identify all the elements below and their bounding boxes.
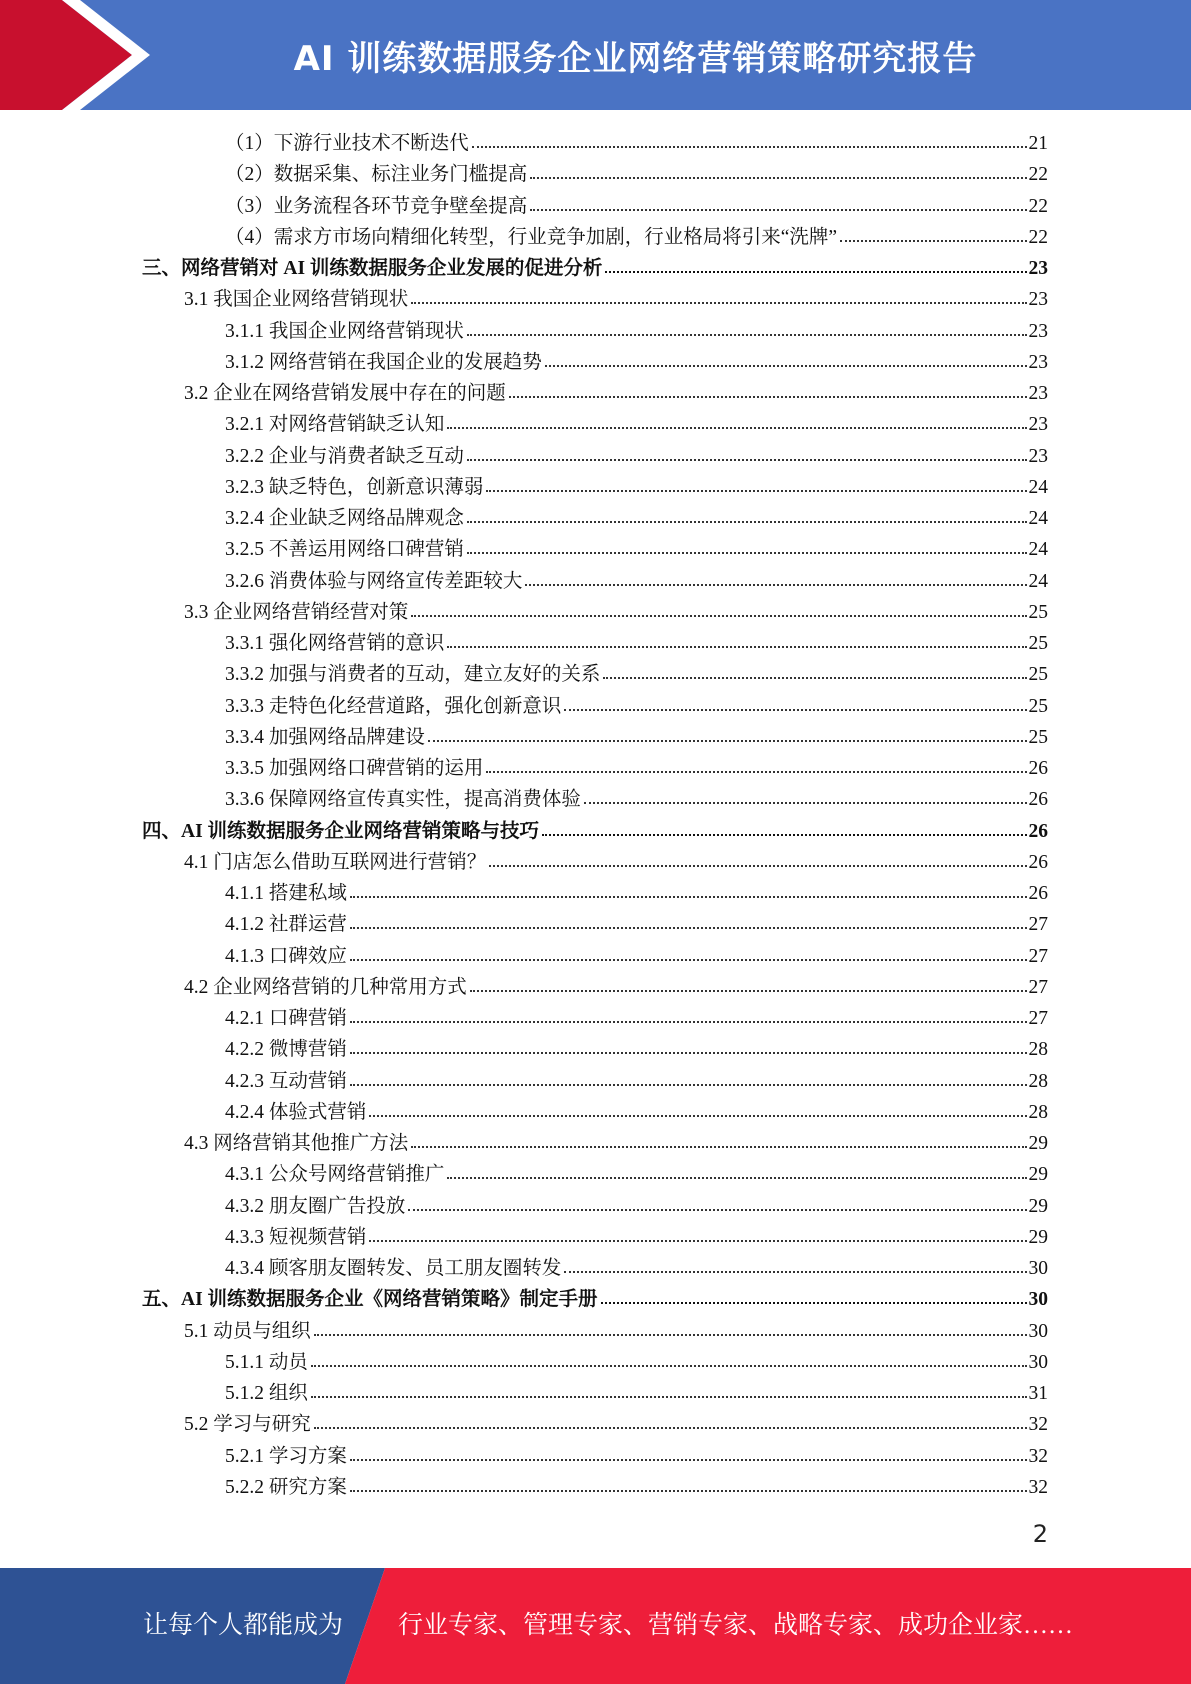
toc-entry-label: 3.1 我国企业网络营销现状 [184, 289, 409, 311]
toc-dot-leader [411, 1146, 1026, 1148]
toc-entry[interactable] [0, 284, 1191, 315]
toc-dot-leader [350, 1084, 1027, 1086]
toc-entry-label: 3.3.6 保障网络宣传真实性，提高消费体验 [225, 789, 581, 811]
toc-dot-leader [486, 490, 1026, 492]
toc-dot-leader [542, 834, 1026, 836]
toc-entry-page: 24 [1028, 508, 1048, 529]
toc-entry-label: 4.2.3 互动营销 [225, 1070, 347, 1092]
toc-entry-page: 25 [1028, 726, 1048, 748]
toc-entry-label: 4.1.2 社群运营 [225, 914, 347, 936]
toc-entry-label: 4.3.2 朋友圈广告投放 [225, 1195, 406, 1217]
toc-entry-page: 25 [1028, 664, 1048, 686]
toc-dot-leader [545, 365, 1027, 367]
toc-entry-page: 22 [1028, 164, 1048, 186]
toc-entry-label: 3.2.1 对网络营销缺乏认知 [225, 414, 445, 436]
toc-entry[interactable] [0, 378, 1191, 409]
toc-entry-page: 26 [1028, 758, 1048, 779]
toc-entry[interactable] [0, 316, 1191, 347]
toc-dot-leader [467, 334, 1027, 336]
report-title: AI 训练数据服务企业网络营销策略研究报告 [293, 38, 978, 79]
toc-entry-page: 29 [1028, 1226, 1048, 1248]
toc-entry[interactable] [0, 1159, 1191, 1190]
table-of-contents [0, 128, 1191, 1503]
toc-entry-label: 3.2 企业在网络营销发展中存在的问题 [184, 383, 506, 404]
toc-entry-page: 30 [1028, 1258, 1048, 1279]
toc-entry-label: （3）业务流程各环节竞争壁垒提高 [225, 195, 528, 217]
toc-dot-leader [350, 1052, 1027, 1054]
toc-entry-label: 三、网络营销对 AI 训练数据服务企业发展的促进分析 [142, 258, 603, 279]
toc-entry[interactable] [0, 1003, 1191, 1034]
toc-dot-leader [584, 802, 1027, 804]
toc-entry-label: （4）需求方市场向精细化转型，行业竞争加剧，行业格局将引来“洗牌” [225, 226, 838, 248]
toc-entry[interactable] [0, 972, 1191, 1003]
toc-entry-label: 3.1.2 网络营销在我国企业的发展趋势 [225, 351, 542, 373]
toc-entry[interactable] [0, 722, 1191, 753]
toc-dot-leader [311, 1396, 1027, 1398]
page-header [0, 0, 1191, 110]
toc-entry-page: 29 [1028, 1164, 1048, 1186]
toc-entry[interactable] [0, 597, 1191, 628]
toc-dot-leader [530, 209, 1026, 211]
toc-entry[interactable] [0, 1284, 1191, 1315]
toc-entry-page: 21 [1028, 133, 1048, 154]
toc-entry-label: 4.3 网络营销其他推广方法 [184, 1133, 409, 1154]
toc-entry-page: 25 [1028, 633, 1048, 654]
toc-dot-leader [428, 740, 1027, 742]
toc-entry[interactable] [0, 1472, 1191, 1503]
toc-dot-leader [350, 1490, 1027, 1492]
toc-entry[interactable] [0, 1378, 1191, 1409]
toc-dot-leader [605, 271, 1026, 273]
toc-entry-page: 32 [1028, 1445, 1048, 1467]
toc-dot-leader [564, 1271, 1026, 1273]
toc-entry-label: 4.3.1 公众号网络营销推广 [225, 1164, 445, 1186]
toc-dot-leader [350, 927, 1027, 929]
toc-entry-page: 27 [1028, 1008, 1048, 1029]
toc-entry-label: 4.2.4 体验式营销 [225, 1101, 367, 1123]
toc-entry-label: 3.3.1 强化网络营销的意识 [225, 633, 445, 654]
header-arrow-logo [0, 0, 150, 110]
toc-entry-page: 25 [1028, 695, 1048, 717]
toc-entry-label: 3.3.3 走特色化经营道路，强化创新意识 [225, 695, 562, 717]
toc-entry-page: 31 [1028, 1383, 1048, 1404]
toc-entry-label: 4.3.4 顾客朋友圈转发、员工朋友圈转发 [225, 1258, 562, 1279]
toc-dot-leader [350, 1459, 1027, 1461]
toc-entry[interactable] [0, 1128, 1191, 1159]
toc-entry[interactable] [0, 659, 1191, 690]
toc-entry-page: 25 [1028, 601, 1048, 623]
toc-entry-label: 3.3.4 加强网络品牌建设 [225, 726, 425, 748]
toc-entry-page: 22 [1028, 195, 1048, 217]
toc-entry-page: 22 [1028, 226, 1048, 248]
toc-entry-label: 5.2 学习与研究 [184, 1414, 311, 1436]
toc-entry-label: 4.1.1 搭建私域 [225, 883, 347, 904]
toc-entry-page: 30 [1028, 1320, 1048, 1342]
toc-entry-label: 4.2.2 微博营销 [225, 1039, 347, 1061]
toc-dot-leader [447, 646, 1026, 648]
toc-entry-label: （1）下游行业技术不断迭代 [225, 133, 469, 154]
toc-entry-label: 4.2.1 口碑营销 [225, 1008, 347, 1029]
toc-entry[interactable] [0, 816, 1191, 847]
toc-entry-page: 24 [1028, 570, 1048, 592]
toc-entry[interactable] [0, 847, 1191, 878]
toc-dot-leader [350, 959, 1027, 961]
toc-dot-leader [564, 709, 1026, 711]
toc-entry-label: 3.1.1 我国企业网络营销现状 [225, 320, 464, 342]
footer-slogan-right: 行业专家、管理专家、营销专家、战略专家、成功企业家…… [398, 1612, 1074, 1639]
toc-dot-leader [314, 1427, 1027, 1429]
toc-dot-leader [369, 1115, 1026, 1117]
toc-entry[interactable] [0, 128, 1191, 159]
toc-entry-page: 28 [1028, 1101, 1048, 1123]
toc-dot-leader [447, 427, 1026, 429]
toc-entry[interactable] [0, 691, 1191, 722]
toc-entry-page: 27 [1028, 976, 1048, 998]
toc-entry-label: 3.2.6 消费体验与网络宣传差距较大 [225, 570, 523, 592]
toc-dot-leader [467, 521, 1027, 523]
toc-entry[interactable] [0, 1066, 1191, 1097]
toc-entry[interactable] [0, 441, 1191, 472]
toc-entry-label: 3.3.5 加强网络口碑营销的运用 [225, 758, 484, 779]
toc-entry[interactable] [0, 878, 1191, 909]
toc-entry-label: 3.2.4 企业缺乏网络品牌观念 [225, 508, 464, 529]
toc-entry-page: 23 [1028, 383, 1048, 404]
toc-entry-page: 29 [1028, 1133, 1048, 1154]
toc-entry[interactable] [0, 472, 1191, 503]
toc-entry[interactable] [0, 191, 1191, 222]
toc-entry-page: 26 [1028, 883, 1048, 904]
toc-dot-leader [530, 177, 1026, 179]
toc-entry-page: 24 [1028, 476, 1048, 498]
toc-entry[interactable] [0, 1409, 1191, 1440]
toc-dot-leader [467, 552, 1027, 554]
toc-dot-leader [350, 1021, 1027, 1023]
toc-entry-page: 26 [1028, 851, 1048, 873]
toc-entry-label: 4.3.3 短视频营销 [225, 1226, 367, 1248]
toc-entry-label: 3.2.5 不善运用网络口碑营销 [225, 539, 464, 561]
toc-entry-page: 29 [1028, 1195, 1048, 1217]
toc-entry-label: （2）数据采集、标注业务门槛提高 [225, 164, 528, 186]
toc-entry[interactable] [0, 784, 1191, 815]
toc-entry-label: 5.1 动员与组织 [184, 1320, 311, 1342]
toc-dot-leader [350, 896, 1027, 898]
toc-entry-label: 5.1.1 动员 [225, 1351, 308, 1373]
page-number: 2 [1032, 1520, 1048, 1548]
toc-dot-leader [509, 396, 1027, 398]
toc-dot-leader [314, 1334, 1027, 1336]
toc-dot-leader [525, 584, 1026, 586]
toc-entry[interactable] [0, 566, 1191, 597]
toc-dot-leader [369, 1240, 1026, 1242]
toc-dot-leader [489, 865, 1026, 867]
toc-dot-leader [408, 1209, 1026, 1211]
toc-entry[interactable] [0, 409, 1191, 440]
toc-entry-page: 30 [1028, 1351, 1048, 1373]
toc-entry-label: 5.2.1 学习方案 [225, 1445, 347, 1467]
toc-dot-leader [411, 302, 1026, 304]
toc-entry-label: 3.3.2 加强与消费者的互动，建立友好的关系 [225, 664, 601, 686]
toc-entry-label: 3.3 企业网络营销经营对策 [184, 601, 409, 623]
footer-slogan-left: 让每个人都能成为 [143, 1612, 344, 1639]
toc-entry[interactable] [0, 753, 1191, 784]
toc-entry-label: 4.1.3 口碑效应 [225, 945, 347, 967]
toc-entry[interactable] [0, 1316, 1191, 1347]
toc-entry[interactable] [0, 909, 1191, 940]
toc-entry-label: 3.2.3 缺乏特色，创新意识薄弱 [225, 476, 484, 498]
toc-entry[interactable] [0, 159, 1191, 190]
toc-entry[interactable] [0, 1034, 1191, 1065]
toc-entry-label: 五、AI 训练数据服务企业《网络营销策略》制定手册 [142, 1289, 598, 1311]
toc-entry[interactable] [0, 628, 1191, 659]
toc-entry-label: 3.2.2 企业与消费者缺乏互动 [225, 445, 464, 467]
toc-entry-page: 32 [1028, 1476, 1048, 1498]
toc-entry[interactable] [0, 1191, 1191, 1222]
toc-entry[interactable] [0, 941, 1191, 972]
toc-entry-label: 4.1 门店怎么借助互联网进行营销？ [184, 851, 487, 873]
toc-dot-leader [486, 771, 1026, 773]
toc-entry[interactable] [0, 1441, 1191, 1472]
toc-entry-page: 27 [1028, 914, 1048, 936]
toc-dot-leader [840, 240, 1026, 242]
toc-dot-leader [411, 615, 1026, 617]
toc-entry-label: 5.2.2 研究方案 [225, 1476, 347, 1498]
toc-dot-leader [472, 146, 1027, 148]
toc-dot-leader [470, 990, 1027, 992]
toc-entry[interactable] [0, 1253, 1191, 1284]
toc-entry-page: 32 [1028, 1414, 1048, 1436]
toc-entry-page: 23 [1028, 351, 1048, 373]
toc-entry-label: 5.1.2 组织 [225, 1383, 308, 1404]
toc-entry-page: 28 [1028, 1070, 1048, 1092]
toc-entry[interactable] [0, 1097, 1191, 1128]
toc-entry-page: 26 [1028, 820, 1048, 842]
toc-entry[interactable] [0, 1347, 1191, 1378]
toc-entry[interactable] [0, 534, 1191, 565]
toc-entry-page: 23 [1028, 414, 1048, 436]
toc-entry-page: 23 [1028, 445, 1048, 467]
toc-entry[interactable] [0, 222, 1191, 253]
toc-entry-page: 27 [1028, 945, 1048, 967]
toc-entry-page: 28 [1028, 1039, 1048, 1061]
toc-entry-page: 24 [1028, 539, 1048, 561]
toc-entry[interactable] [0, 253, 1191, 284]
toc-dot-leader [603, 677, 1026, 679]
toc-entry-label: 4.2 企业网络营销的几种常用方式 [184, 976, 467, 998]
toc-entry-page: 23 [1028, 320, 1048, 342]
toc-entry[interactable] [0, 503, 1191, 534]
toc-entry[interactable] [0, 347, 1191, 378]
toc-dot-leader [601, 1302, 1027, 1304]
toc-dot-leader [311, 1365, 1027, 1367]
toc-entry[interactable] [0, 1222, 1191, 1253]
toc-entry-page: 23 [1028, 258, 1048, 279]
toc-entry-label: 四、AI 训练数据服务企业网络营销策略与技巧 [142, 820, 540, 842]
toc-dot-leader [447, 1177, 1026, 1179]
page-footer [0, 1568, 1191, 1684]
toc-dot-leader [467, 459, 1027, 461]
toc-entry-page: 30 [1028, 1289, 1048, 1311]
toc-entry-page: 23 [1028, 289, 1048, 311]
toc-entry-page: 26 [1028, 789, 1048, 811]
